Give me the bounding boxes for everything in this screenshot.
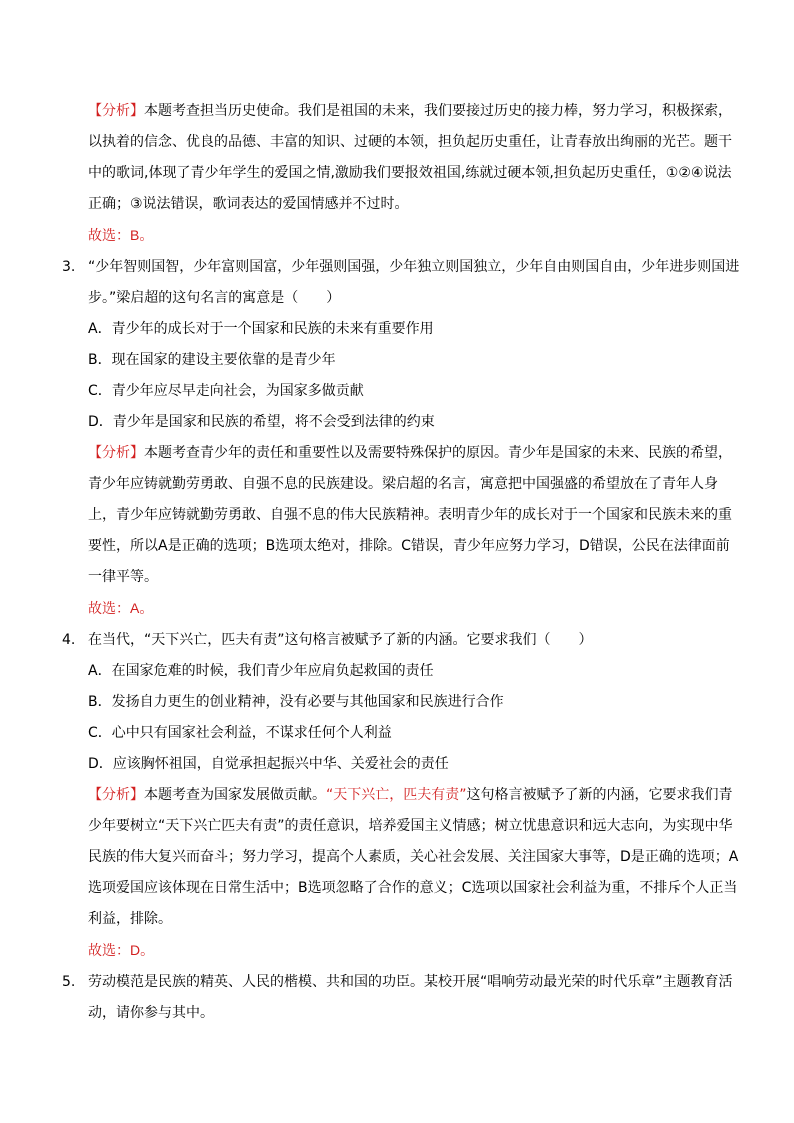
answer-value: B — [130, 227, 140, 243]
analysis-tag: 【分析】 — [88, 787, 144, 803]
option-a: A．在国家危难的时候，我们青少年应肩负起救国的责任 — [88, 663, 434, 679]
option-d: D．应该胸怀祖国，自觉承担起振兴中华、关爱社会的责任 — [88, 756, 449, 772]
document-content — [62, 96, 742, 1029]
option-d: D．青少年是国家和民族的希望，将不会受到法律的约束 — [88, 414, 435, 430]
question-stem: 在当代，“天下兴亡，匹夫有责”这句格言被赋予了新的内涵。它要求我们（ ） — [88, 632, 593, 648]
answer-line-q2 — [62, 220, 742, 252]
answer-value: A — [130, 600, 140, 616]
option-b: B．现在国家的建设主要依靠的是青少年 — [88, 352, 336, 368]
answer-line-q4 — [62, 935, 742, 967]
question-number: 4. — [62, 632, 76, 648]
answer-line-q3 — [62, 593, 742, 625]
question-5 — [62, 967, 742, 1029]
option-c: C．青少年应尽早走向社会，为国家多做贡献 — [88, 383, 364, 399]
analysis-paragraph-q4 — [62, 780, 742, 935]
question-4 — [62, 625, 742, 656]
analysis-text: 本题考查青少年的责任和重要性以及需要特殊保护的原因。青少年是国家的未来、民族的希望，青少年应铸就勤劳勇敢、自强不息的民族建设。梁启超的名言，寓意把中国强盛的希望放在了青年人身上，青少年应铸就勤劳勇敢、自强不息的伟大民族精神。表明青少年的成长对于一个国家和民族未来的重要性，所以A是正确的选项；B选项太绝对，排除。C错误，青少年应努力学习，D错误，公民在法律面前一律平等。 — [88, 445, 732, 585]
answer-end: 。 — [139, 601, 154, 617]
analysis-tag: 【分析】 — [88, 103, 144, 119]
question-number: 3. — [62, 259, 76, 275]
analysis-text: 这句格言被赋予了新的内涵，它要求我们青少年要树立“天下兴亡匹夫有责”的责任意识，培养爱国主义情感；树立忧患意识和远大志向，为实现中华民族的伟大复兴而奋斗；努力学习，提高个人素质，关心社会发展、关注国家大事等，D是正确的选项；A选项爱国应该体现在日常生活中；B选项忽略了合作的意义；C选项以国家社会利益为重，不排斥个人正当利益，排除。 — [88, 787, 739, 927]
answer-label: 故选： — [88, 601, 130, 617]
analysis-text: 本题考查担当历史使命。我们是祖国的未来，我们要接过历史的接力棒，努力学习，积极探索，以执着的信念、优良的品德、丰富的知识、过硬的本领，担负起历史重任，让青春放出绚丽的光芒。题干中的歌词,体现了青少年学生的爱国之情,激励我们要报效祖国,练就过硬本领,担负起历史重任，①②④说法正确；③说法错误，歌词表达的爱国情感并不过时。 — [88, 103, 732, 212]
analysis-text-pre: 本题考查为国家发展做贡献。 — [144, 787, 326, 803]
question-3 — [62, 252, 742, 314]
option-c: C．心中只有国家社会利益，不谋求任何个人利益 — [88, 725, 392, 741]
option-b: B．发扬自力更生的创业精神，没有必要与其他国家和民族进行合作 — [88, 694, 504, 710]
question-number: 5. — [62, 974, 76, 990]
answer-end: 。 — [139, 228, 154, 244]
answer-end: 。 — [140, 943, 155, 959]
answer-label: 故选： — [88, 228, 130, 244]
question-stem: “少年智则国智，少年富则国富，少年强则国强，少年独立则国独立，少年自由则国自由，少年进步则国进步。”梁启超的这句名言的寓意是（ ） — [88, 259, 740, 306]
question-3-options — [62, 314, 742, 438]
answer-label: 故选： — [88, 943, 130, 959]
question-stem: 劳动模范是民族的精英、人民的楷模、共和国的功臣。某校开展“唱响劳动最光荣的时代乐章”主题教育活动，请你参与其中。 — [88, 974, 733, 1021]
analysis-quote: “天下兴亡，匹夫有责” — [326, 787, 467, 803]
analysis-paragraph-q3 — [62, 438, 742, 593]
option-a: A．青少年的成长对于一个国家和民族的未来有重要作用 — [88, 321, 434, 337]
analysis-tag: 【分析】 — [88, 445, 144, 461]
analysis-paragraph-q2 — [62, 96, 742, 220]
question-4-options — [62, 656, 742, 780]
answer-value: D — [130, 942, 141, 958]
